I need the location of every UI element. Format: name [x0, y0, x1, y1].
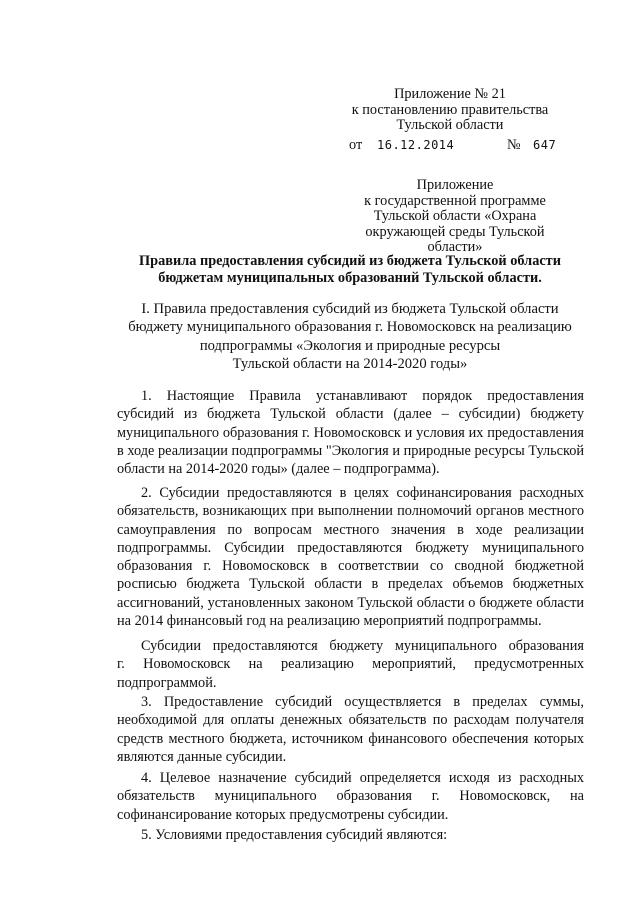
paragraph-line: образования г. Новомосковск в соответствии со сводной бюджетной [117, 558, 584, 575]
paragraph-line: подпрограммой. [117, 674, 217, 691]
paragraph-line: Субсидии предоставляются бюджету муниципального образования [141, 638, 584, 654]
paragraph-line: 4. Целевое назначение субсидий определяется исходя из расходных [141, 770, 584, 786]
paragraph-3 [117, 637, 584, 692]
paragraph-line: муниципального образования г. Новомосковск и условия их предоставления [117, 424, 584, 441]
paragraph-5 [117, 769, 584, 824]
paragraph-line: росписью бюджета Тульской области в пределах объемов бюджетных [117, 576, 584, 593]
paragraph-line: 3. Предоставление субсидий осуществляется в пределах суммы, [141, 694, 584, 710]
paragraph-line: ассигнований, установленных законом Тульской области о бюджете области [117, 594, 584, 611]
paragraph-line: области на 2014-2020 годы» (далее – подпрограмма). [117, 461, 440, 478]
paragraph-4 [117, 693, 584, 766]
paragraph-line: обязательств муниципального образования г. Новомосковск, на [117, 788, 584, 805]
paragraph-line: необходимой для оплаты денежных обязательств по расходам получателя [117, 712, 584, 729]
paragraph-line: являются данные субсидии. [117, 748, 287, 765]
appendix-line-2: к постановлению правительства [351, 101, 549, 118]
paragraph-line: на 2014 финансовый год на реализацию мероприятий подпрограммы. [117, 613, 542, 630]
paragraph-line: самоуправления по вопросам местного значения в ходе реализации [117, 521, 584, 538]
program-line-4: окружающей среды Тульской [365, 223, 545, 240]
paragraph-2 [117, 484, 584, 630]
program-line-3: Тульской области «Охрана [373, 208, 537, 224]
section-line-2: бюджету муниципального образования г. Новомосковск на реализацию [128, 319, 572, 336]
appendix-header [345, 87, 555, 134]
section-heading [95, 300, 605, 373]
document-title [100, 253, 600, 287]
paragraph-line: г. Новомосковск на реализацию мероприятий, предусмотренных [117, 656, 584, 673]
paragraph-line: 1. Настоящие Правила устанавливают порядок предоставления [141, 388, 584, 404]
program-line-1: Приложение [416, 177, 494, 193]
program-header [355, 178, 555, 256]
paragraph-line: 2. Субсидии предоставляются в целях софинансирования расходных [141, 485, 584, 501]
date-value: 16.12.2014 [377, 138, 455, 152]
title-line-1: Правила предоставления субсидий из бюджета Тульской области [139, 253, 561, 269]
date-prefix: от [349, 137, 363, 153]
appendix-line-1: Приложение № 21 [394, 86, 506, 102]
paragraph-line: субсидий из бюджета Тульской области (далее – субсидии) бюджету [117, 406, 584, 423]
section-line-4: Тульской области на 2014-2020 годы» [232, 355, 468, 372]
paragraph-line: обязательств, возникающих при выполнении полномочий органов местного [117, 503, 584, 520]
number-prefix: № [507, 137, 521, 153]
paragraph-6 [117, 826, 584, 844]
number-value: 647 [533, 138, 557, 152]
title-line-2: бюджетам муниципальных образований Тульской области. [158, 270, 542, 286]
section-line-1: I. Правила предоставления субсидий из бюджета Тульской области [141, 301, 559, 317]
appendix-line-3: Тульской области [396, 117, 504, 133]
date-number-row [349, 137, 569, 155]
program-line-5: области» [427, 239, 483, 255]
paragraph-line: 5. Условиями предоставления субсидий являются: [141, 827, 448, 843]
paragraph-line: софинансирование которых предусмотрены субсидии. [117, 806, 449, 823]
paragraph-1 [117, 387, 584, 478]
paragraph-line: средств местного бюджета, источником финансового обеспечения которых [117, 730, 584, 747]
paragraph-line: подпрограммы. Субсидии предоставляются бюджету муниципального [117, 539, 584, 556]
program-line-2: к государственной программе [364, 192, 546, 209]
paragraph-line: в ходе реализации подпрограммы "Экология и природные ресурсы Тульской [117, 442, 584, 459]
section-line-3: подпрограммы «Экология и природные ресурсы [199, 337, 501, 354]
